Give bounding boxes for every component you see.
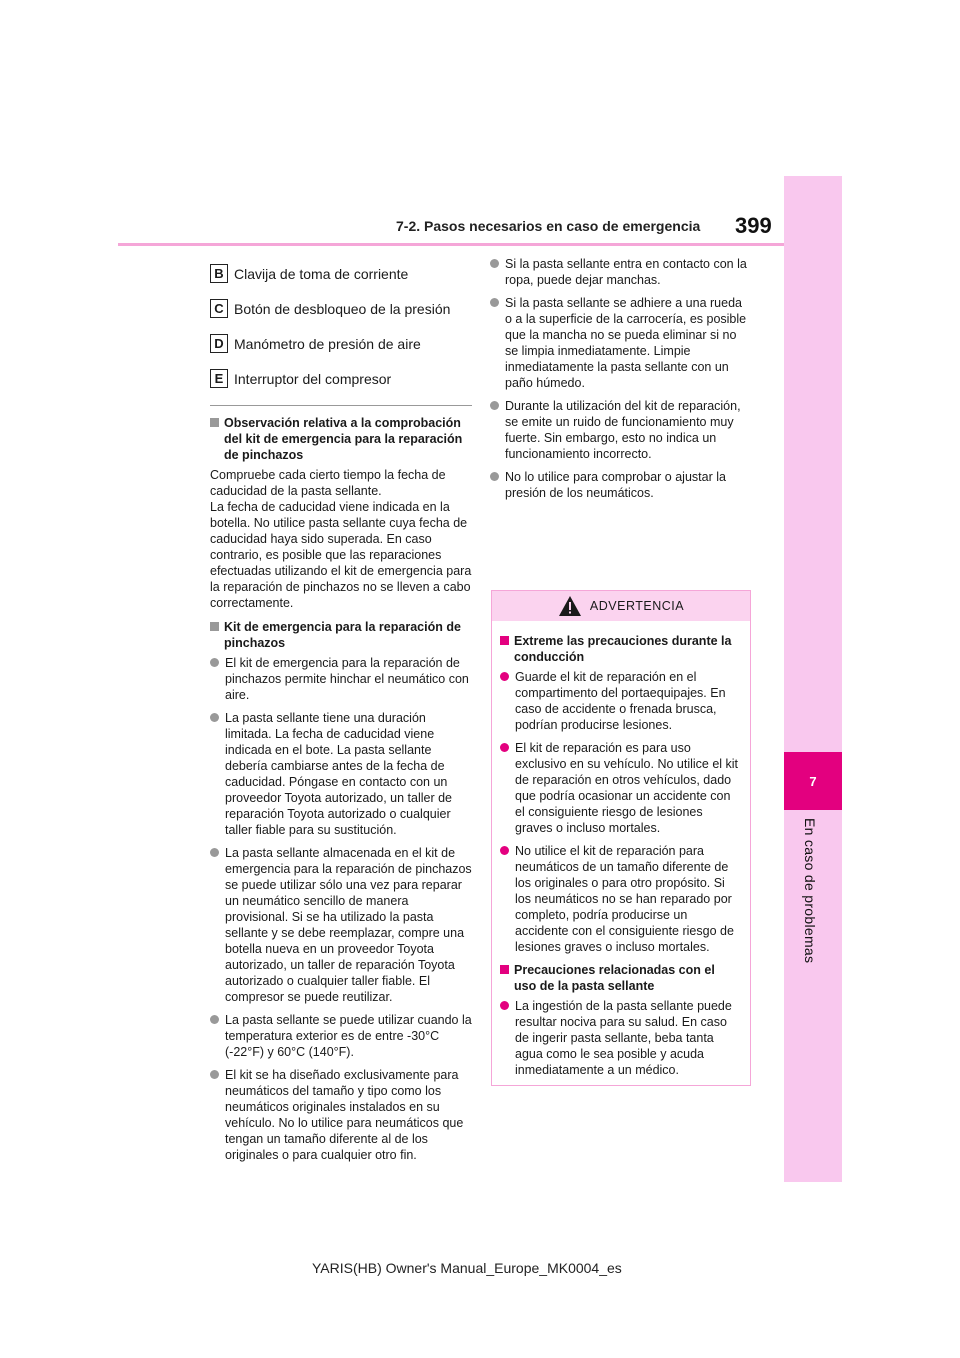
list-item: La pasta sellante se puede utilizar cuando la temperatura exterior es de entre -30°C (-22°F) y 60°C (140°F). [210,1012,472,1060]
chapter-tab[interactable] [784,752,842,810]
list-item: El kit de emergencia para la reparación de pinchazos permite hinchar el neumático con aire. [210,655,472,703]
list-item: No utilice el kit de reparación para neumáticos de un tamaño diferente de los originales o para otro propósito. Si los neumáticos no se han reparado por completo, podría producirse un accidente con el consiguiente riesgo de lesiones graves o incluso mortales. [500,843,740,955]
part-letter-box: B [210,264,228,283]
list-item: No lo utilice para comprobar o ajustar la presión de los neumáticos. [490,469,752,501]
page-number: 399 [735,213,772,238]
section-heading: Observación relativa a la comprobación del kit de emergencia para la reparación de pinchazos [210,415,472,463]
warning-body [492,621,750,1078]
bullet-dot-icon [210,713,219,722]
list-item: El kit de reparación es para uso exclusivo en su vehículo. No utilice el kit de reparación en otros vehículos, dado que podría ocasionar un accidente con el consiguiente riesgo de lesiones graves o incluso mortales. [500,740,740,836]
bullet-dot-icon [500,743,509,752]
part-label: Clavija de toma de corriente [234,265,409,282]
warning-header [492,591,750,621]
warning-title: ADVERTENCIA [589,599,685,613]
paragraph: Compruebe cada cierto tiempo la fecha de caducidad de la pasta sellante. La fecha de caducidad viene indicada en la botella. No utilice pasta sellante cuya fecha de caducidad haya sido superada. En caso contrario, es posible que las reparaciones efectuadas utilizando el kit de emergencia para la reparación de pinchazos no se lleven a cabo correctamente. [210,468,472,610]
part-letter-box: E [210,369,228,388]
section-title: 7-2. Pasos necesarios en caso de emergencia [396,218,701,234]
bullet-dot-icon [210,658,219,667]
part-label: Botón de desbloqueo de la presión [234,300,451,317]
bullet-dot-icon [210,848,219,857]
part-label: Manómetro de presión de aire [234,335,421,352]
section-divider [210,405,472,406]
bullet-dot-icon [490,401,499,410]
bullet-dot-icon [490,259,499,268]
bullet-dot-icon [490,472,499,481]
chapter-sidebar [784,176,842,1182]
list-item: Durante la utilización del kit de reparación, se emite un ruido de funcionamiento muy fuerte. Sin embargo, esto no indica un funcionamiento incorrecto. [490,398,752,462]
bullet-dot-icon [210,1015,219,1024]
list-item: Si la pasta sellante entra en contacto con la ropa, puede dejar manchas. [490,256,752,288]
part-item [210,326,472,361]
square-bullet-icon [210,418,219,427]
list-item: La pasta sellante almacenada en el kit de emergencia para la reparación de pinchazos se puede utilizar sólo una vez para reparar un neumático sencillo de manera provisional. Si se ha utilizado la pasta sellante y se debe reemplazar, compre una botella nueva en un proveedor Toyota autorizado, un taller de reparación Toyota autorizado o cualquier taller fiable. El compresor se puede reutilizar. [210,845,472,1005]
part-letter-box: D [210,334,228,353]
section-heading: Kit de emergencia para la reparación de pinchazos [210,619,472,651]
chapter-number: 7 [809,773,817,789]
list-item: Si la pasta sellante se adhiere a una rueda o a la superficie de la carrocería, es posible que la mancha no se pueda eliminar si no se limpia inmediatamente. Limpie inmediatamente la pasta sellante con un paño húmedo. [490,295,752,391]
part-letter-box: C [210,299,228,318]
warning-heading: Extreme las precauciones durante la conducción [500,633,740,665]
warning-heading: Precauciones relacionadas con el uso de la pasta sellante [500,962,740,994]
part-item [210,361,472,396]
right-column [490,256,752,508]
square-bullet-icon [210,622,219,631]
bullet-dot-icon [500,846,509,855]
header-rule [118,243,784,246]
square-bullet-icon [500,636,509,645]
part-item [210,256,472,291]
list-item: El kit se ha diseñado exclusivamente para neumáticos del tamaño y tipo como los neumáticos originales instalados en su vehículo. No lo utilice para neumáticos que tengan un tamaño diferente al de los originales o para cualquier otro fin. [210,1067,472,1163]
bullet-dot-icon [490,298,499,307]
list-item: La pasta sellante tiene una duración limitada. La fecha de caducidad viene indicada en el bote. La pasta sellante debería cambiarse antes de la fecha de caducidad. Póngase en contacto con un proveedor Toyota autorizado, un taller de reparación Toyota autorizado o cualquier taller fiable para su sustitución. [210,710,472,838]
bullet-dot-icon [500,1001,509,1010]
bullet-dot-icon [500,672,509,681]
left-column [210,256,472,1170]
square-bullet-icon [500,965,509,974]
bullet-dot-icon [210,1070,219,1079]
part-label: Interruptor del compresor [234,370,392,387]
warning-box [491,590,751,1086]
list-item: Guarde el kit de reparación en el compartimento del portaequipajes. En caso de accidente o frenada brusca, podrían producirse lesiones. [500,669,740,733]
warning-triangle-icon [558,595,582,617]
footer-text: YARIS(HB) Owner's Manual_Europe_MK0004_es [312,1260,622,1276]
chapter-label: En caso de problemas [802,818,818,964]
list-item: La ingestión de la pasta sellante puede resultar nociva para su salud. En caso de ingerir pasta sellante, beba tanta agua como le sea posible y acuda inmediatamente a un médico. [500,998,740,1078]
part-item [210,291,472,326]
